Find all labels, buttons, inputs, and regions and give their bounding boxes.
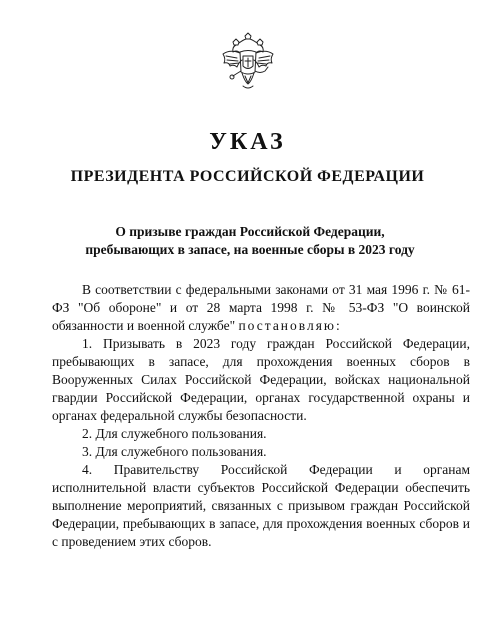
item-2: 2. Для служебного пользования. bbox=[82, 426, 267, 441]
double-headed-eagle-icon bbox=[221, 32, 275, 94]
preamble-paragraph bbox=[52, 281, 470, 335]
item-1: 1. Призывать в 2023 году граждан Российской Федерации, пребывающих в запасе, для прохождения военных сборов в Вооруженных Силах Российской Федерации, войсках национальной гвардии Российской Федерации, органах государственной охраны и органах федеральной службы безопасности. bbox=[52, 336, 470, 423]
item-4: 4. Правительству Российской Федерации и органам исполнительной власти субъектов Российской Федерации обеспечить выполнение мероприятий, связанных с призывом граждан Российской Федерации, пребывающих в запасе, для прохождения военных сборов и с проведением этих сборов. bbox=[52, 462, 470, 549]
document-subtitle: ПРЕЗИДЕНТА РОССИЙСКОЙ ФЕДЕРАЦИИ bbox=[70, 168, 425, 185]
heading-line-1: О призыве граждан Российской Федерации, bbox=[115, 224, 385, 239]
item-3: 3. Для служебного пользования. bbox=[82, 444, 267, 459]
decree-colon: : bbox=[336, 318, 340, 333]
decree-word: постановляю bbox=[238, 318, 337, 333]
heading-line-2: пребывающих в запасе, на военные сборы в 2023 году bbox=[85, 242, 415, 257]
preamble-text: В соответствии с федеральными законами от 31 мая 1996 г. № 61-ФЗ "Об обороне" и от 28 марта 1998 г. № 53-ФЗ "О воинской обязанности и военной службе" bbox=[52, 282, 470, 333]
decree-heading bbox=[60, 223, 440, 259]
document-title: УКАЗ bbox=[209, 129, 286, 155]
decree-body bbox=[52, 281, 470, 551]
